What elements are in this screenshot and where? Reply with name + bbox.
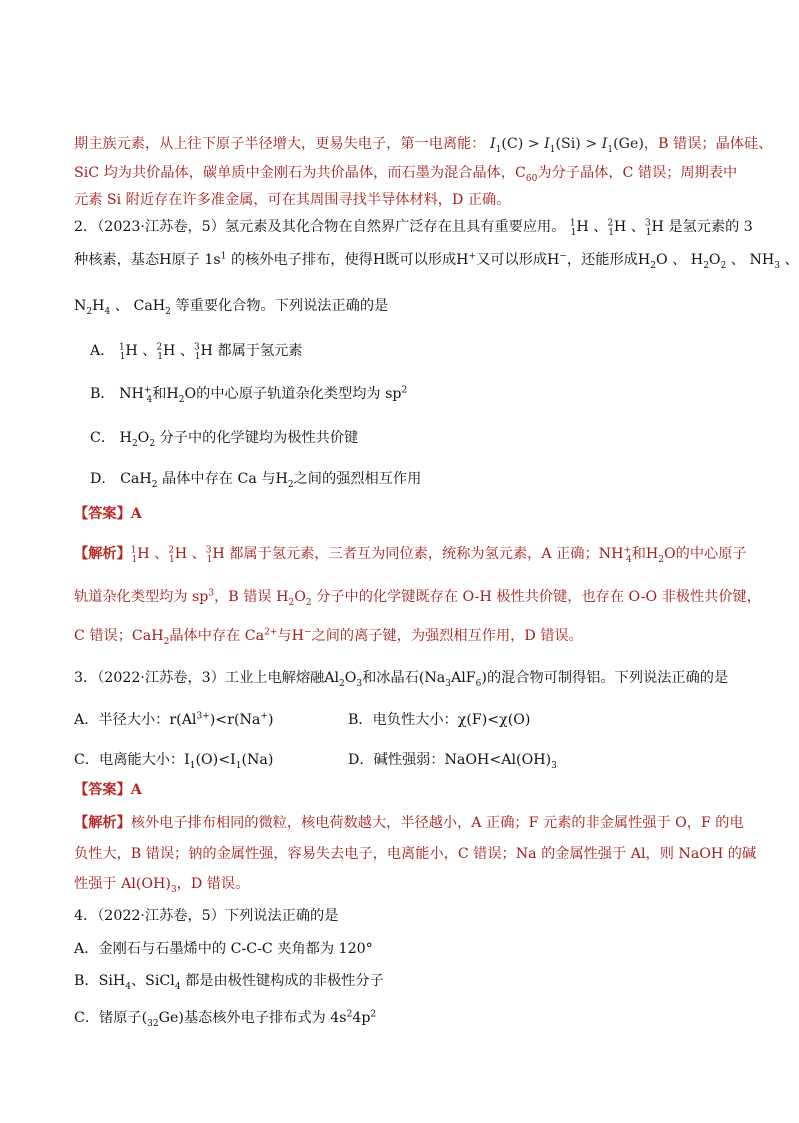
prev-explanation-line-1: 期主族元素，从上往下原子半径增大，更易失电子，第一电离能： $I_1(C) > I_1(Si) > I_1(Ge)$，B 错误；晶体硅、 [74, 136, 773, 155]
q3-option-d: D．碱性强弱：$NaOH<Al(OH)_3$ [348, 752, 557, 771]
q2-stem-line-2: 种核素，基态H原子 $1s^1$ 的核外电子排布，使得H既可以形成H+又可以形成H−，还能形成$H_2O$ 、 $H_2O_2$ 、 $NH_3$ 、 [74, 251, 799, 271]
q3-options-row-2 [74, 750, 734, 770]
q2-explanation-line-2: 轨道杂化类型均为 $sp^3$，B 错误 $H_2O_2$ 分子中的化学键既存在 O-H 极性共价键，也存在 O-O 非极性共价键， [74, 588, 761, 608]
q4-option-c: C．锗原子$(_{32}Ge)$基态核外电子排布式为 $4s^24p^2$ [74, 1009, 377, 1029]
q3-option-c: C．电离能大小：$I_1(O)<I_1(Na)$ [74, 752, 274, 771]
q4-option-a: A．金刚石与石墨烯中的 C-C-C 夹角都为 120° [74, 941, 373, 957]
q3-explanation-line-3: 性强于 $Al(OH)_3$，D 错误。 [74, 876, 250, 895]
q2-explanation-line-3: C 错误；CaH$_2$晶体中存在 $Ca^{2+}$与H−之间的离子键，为强烈相互作用，D 错误。 [74, 627, 583, 647]
q4-stem: 4．（2022·江苏卷，5）下列说法正确的是 [74, 908, 339, 924]
prev-explanation-line-3: 元素 Si 附近存在许多准金属，可在其周围寻找半导体材料，D 正确。 [74, 192, 511, 208]
q2-option-a: A． $^1_1$H 、$^2_1$H 、$^3_1$H 都属于氢元素 [90, 342, 303, 362]
q2-stem-line-1: 2．（2023·江苏卷，5）氢元素及其化合物在自然界广泛存在且具有重要应用。 $^1_1$H 、$^2_1$H 、$^3_1$H 是氢元素的 3 [74, 218, 753, 238]
q2-answer: 【答案】A [74, 506, 142, 522]
q2-option-d: D． CaH$_2$ 晶体中存在 Ca 与$H_2$之间的强烈相互作用 [90, 471, 422, 490]
q2-option-c: C． $H_2O_2$ 分子中的化学键均为极性共价键 [90, 430, 359, 449]
prev-explanation-line-2: SiC 均为共价晶体，碳单质中金刚石为共价晶体，而石墨为混合晶体，$C_{60}$为分子晶体，C 错误；周期表中 [74, 165, 738, 184]
q2-stem-line-3: $N_2H_4$ 、 CaH$_2$ 等重要化合物。下列说法正确的是 [74, 298, 389, 317]
q3-options-row-1 [74, 710, 734, 730]
q3-option-a: A．半径大小：$r(Al^{3+})<r(Na^+)$ [74, 711, 274, 728]
q3-explanation-line-1: 【解析】核外电子排布相同的微粒，核电荷数越大，半径越小，A 正确；F 元素的非金属性强于 O，F 的电 [74, 815, 744, 831]
q2-explanation-line-1: 【解析】$^1_1$H 、$^2_1$H 、$^3_1$H 都属于氢元素，三者互为同位素，统称为氢元素，A 正确；$NH^+_4$和$H_2O$的中心原子 [74, 545, 747, 565]
q2-option-b: B． $NH^+_4$和$H_2O$的中心原子轨道杂化类型均为 $sp^2$ [90, 385, 408, 405]
q3-answer: 【答案】A [74, 782, 142, 798]
q3-explanation-line-2: 负性大，B 错误；钠的金属性强，容易失去电子，电离能小，C 错误；Na 的金属性强于 Al，则 NaOH 的碱 [74, 846, 757, 862]
q3-option-b: B．电负性大小：χ(F)<χ(O) [348, 712, 531, 728]
q4-option-b: B．SiH$_4$、SiCl$_4$ 都是由极性键构成的非极性分子 [74, 973, 384, 992]
q3-stem: 3．（2022·江苏卷，3）工业上电解熔融$Al_2O_3$和冰晶石$(Na_3AlF_6)$的混合物可制得铝。下列说法正确的是 [74, 670, 729, 689]
